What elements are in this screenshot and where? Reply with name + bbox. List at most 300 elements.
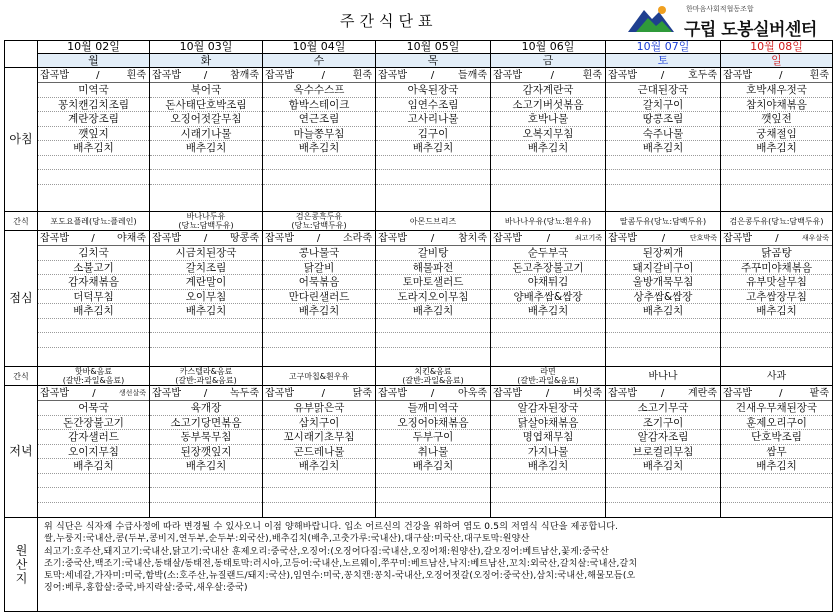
dinner-row bbox=[5, 386, 833, 518]
separator: / bbox=[203, 233, 208, 244]
dish-item: 참치야채볶음 bbox=[721, 98, 832, 113]
dish-item: 마늘쫑무침 bbox=[263, 127, 375, 142]
breakfast-day-cell bbox=[606, 68, 721, 212]
rice-porridge-line bbox=[376, 386, 490, 401]
dish-item: 상추쌈&쌈장 bbox=[606, 290, 720, 305]
empty-line bbox=[150, 348, 262, 363]
porridge-label: 땅콩죽 bbox=[230, 233, 259, 244]
separator: / bbox=[661, 233, 666, 244]
empty-line bbox=[38, 156, 149, 171]
empty-line bbox=[376, 170, 490, 185]
dish-item: 곤드레나물 bbox=[263, 445, 375, 460]
dish-item: 유부맑은국 bbox=[263, 401, 375, 416]
weekly-menu-table bbox=[4, 40, 833, 612]
dish-item: 배추김치 bbox=[721, 304, 832, 319]
dish-item: 어묵국 bbox=[38, 401, 149, 416]
empty-line bbox=[263, 348, 375, 363]
dish-item: 주꾸미야채볶음 bbox=[721, 261, 832, 276]
porridge-label: 들깨죽 bbox=[458, 70, 487, 81]
snack-text: 바나나두유 bbox=[186, 212, 226, 221]
dinner-day-cell bbox=[721, 386, 833, 518]
empty-line bbox=[606, 488, 720, 503]
corner-cell bbox=[5, 41, 38, 68]
empty-line bbox=[263, 488, 375, 503]
empty-line bbox=[606, 503, 720, 518]
rice-label: 잡곡밥 bbox=[265, 233, 294, 244]
empty-line bbox=[150, 170, 262, 185]
empty-line bbox=[263, 319, 375, 334]
weekday-cell: 월 bbox=[38, 54, 150, 68]
dish-item: 연근조림 bbox=[263, 112, 375, 127]
empty-line bbox=[491, 474, 605, 489]
dish-item: 오복지무침 bbox=[491, 127, 605, 142]
dish-item: 유부맛살무침 bbox=[721, 275, 832, 290]
org-coop-name: 한마음사회적협동조합 bbox=[686, 5, 754, 13]
empty-line bbox=[263, 474, 375, 489]
lunch-row bbox=[5, 231, 833, 367]
separator: / bbox=[545, 388, 550, 399]
dish-item: 취나물 bbox=[376, 445, 490, 460]
rice-label: 잡곡밥 bbox=[378, 70, 407, 81]
porridge-label: 흰죽 bbox=[809, 70, 829, 81]
dish-item: 울방개묵무침 bbox=[606, 275, 720, 290]
dish-item: 순두부국 bbox=[491, 246, 605, 261]
separator: / bbox=[96, 70, 100, 81]
dish-item: 오이무침 bbox=[150, 290, 262, 305]
snack_am-row bbox=[5, 212, 833, 231]
dish-item: 소불고기 bbox=[38, 261, 149, 276]
rice-label: 잡곡밥 bbox=[723, 70, 752, 81]
snack-text: 라면 bbox=[540, 367, 556, 376]
weekday-cell: 화 bbox=[150, 54, 263, 68]
mountain-logo-icon bbox=[626, 4, 676, 34]
rice-porridge-line bbox=[491, 231, 605, 246]
dish-item: 계란말이 bbox=[150, 275, 262, 290]
date-cell: 10월 02일 bbox=[38, 41, 150, 54]
dish-item: 돈사태단호박조림 bbox=[150, 98, 262, 113]
empty-line bbox=[150, 333, 262, 348]
empty-line bbox=[721, 156, 832, 171]
empty-line bbox=[491, 170, 605, 185]
dish-item: 된장깻잎지 bbox=[150, 445, 262, 460]
empty-line bbox=[263, 333, 375, 348]
weekday-cell: 토 bbox=[606, 54, 721, 68]
origin-line: 위 식단은 식자재 수급사정에 따라 변경될 수 있사오니 이점 양해바랍니다. 입소 어르신의 건강을 위하여 염도 0.5의 저염식 식단을 제공합니다. bbox=[44, 522, 619, 532]
dish-item: 닭갈비 bbox=[263, 261, 375, 276]
empty-line bbox=[38, 333, 149, 348]
empty-line bbox=[150, 503, 262, 518]
dish-item: 가지나물 bbox=[491, 445, 605, 460]
dinner-day-cell bbox=[376, 386, 491, 518]
rice-porridge-line bbox=[491, 68, 605, 83]
dish-item: 배추김치 bbox=[38, 459, 149, 474]
dish-item: 배추김치 bbox=[376, 141, 490, 156]
dish-item: 배추김치 bbox=[38, 304, 149, 319]
snack-text: 딸콤두유(당뇨:담백두유) bbox=[619, 216, 707, 226]
empty-line bbox=[38, 474, 149, 489]
rice-porridge-line bbox=[263, 68, 375, 83]
snack-text: 바나나 bbox=[648, 370, 678, 382]
rice-label: 잡곡밥 bbox=[265, 70, 294, 81]
dish-item: 육개장 bbox=[150, 401, 262, 416]
origin-notice bbox=[38, 518, 833, 612]
origin-row bbox=[5, 518, 833, 612]
snack_am-label: 간식 bbox=[5, 212, 38, 231]
dish-item: 쌈무 bbox=[721, 445, 832, 460]
rice-porridge-line bbox=[150, 231, 262, 246]
dish-item: 소고기무국 bbox=[606, 401, 720, 416]
dinner-day-cell bbox=[150, 386, 263, 518]
dish-item: 야채튀김 bbox=[491, 275, 605, 290]
empty-line bbox=[150, 156, 262, 171]
dish-item: 호박새우젓국 bbox=[721, 83, 832, 98]
breakfast-day-cell bbox=[150, 68, 263, 212]
empty-line bbox=[721, 170, 832, 185]
dish-item: 돈간장불고기 bbox=[38, 416, 149, 431]
empty-line bbox=[38, 488, 149, 503]
separator: / bbox=[546, 233, 551, 244]
breakfast-day-cell bbox=[721, 68, 833, 212]
page-title: 주간식단표 bbox=[340, 12, 438, 30]
weekday-row bbox=[5, 54, 833, 68]
snack-text: 아몬드브리즈 bbox=[409, 216, 457, 226]
rice-label: 잡곡밥 bbox=[493, 70, 522, 81]
porridge-label: 흰죽 bbox=[582, 70, 602, 81]
dish-item: 들깨미역국 bbox=[376, 401, 490, 416]
porridge-label: 호두죽 bbox=[688, 70, 717, 81]
dinner-day-cell bbox=[491, 386, 606, 518]
separator: / bbox=[775, 233, 779, 244]
empty-line bbox=[721, 185, 832, 200]
empty-line bbox=[491, 185, 605, 200]
origin-line: 징어:베루,홍합살:중국,바지락살:중국,새우살:중국) bbox=[44, 583, 248, 594]
dish-item: 고추쌈장무침 bbox=[721, 290, 832, 305]
rice-label: 잡곡밥 bbox=[152, 388, 181, 399]
empty-line bbox=[606, 474, 720, 489]
snack-text: 고구마칩&흰우유 bbox=[288, 371, 350, 381]
origin-line: 토막:세네갈,가자미:미국,함박(소:호주산,뉴질랜드/돼지:국산),임연수:미국,꽁치캔:꽁치-국내산,오징어젓갈(오징어:중국산),삼치:국내산,해물모듬(오 bbox=[44, 571, 636, 582]
empty-line bbox=[376, 333, 490, 348]
empty-line bbox=[376, 348, 490, 363]
dinner-day-cell bbox=[38, 386, 150, 518]
porridge-label: 소라죽 bbox=[343, 233, 372, 244]
dish-item: 배추김치 bbox=[150, 141, 262, 156]
dish-item: 토마토샐러드 bbox=[376, 275, 490, 290]
snack-text: 카스텔라&음료 bbox=[179, 367, 233, 376]
porridge-label: 아욱죽 bbox=[458, 388, 487, 399]
dish-item: 소고기당면볶음 bbox=[150, 416, 262, 431]
dish-item: 고사리나물 bbox=[376, 112, 490, 127]
date-cell: 10월 05일 bbox=[376, 41, 491, 54]
empty-line bbox=[721, 474, 832, 489]
lunch-day-cell bbox=[606, 231, 721, 367]
dish-item: 배추김치 bbox=[606, 141, 720, 156]
dish-item: 오이지무침 bbox=[38, 445, 149, 460]
snack_pm-cell bbox=[491, 367, 606, 386]
dish-item: 닭곰탕 bbox=[721, 246, 832, 261]
separator: / bbox=[203, 388, 208, 399]
dish-item: 건새우무채된장국 bbox=[721, 401, 832, 416]
dish-item: 호박나물 bbox=[491, 112, 605, 127]
org-name: 구립 도봉실버센터 bbox=[684, 20, 817, 40]
porridge-label: 참치죽 bbox=[458, 233, 487, 244]
empty-line bbox=[376, 474, 490, 489]
separator: / bbox=[316, 233, 321, 244]
dish-item: 시래기나물 bbox=[150, 127, 262, 142]
dish-item: 근대된장국 bbox=[606, 83, 720, 98]
snack-text: (당뇨:담백두유) bbox=[178, 221, 234, 230]
snack_am-cell bbox=[606, 212, 721, 231]
empty-line bbox=[263, 503, 375, 518]
dish-item: 오징어야채볶음 bbox=[376, 416, 490, 431]
empty-line bbox=[721, 503, 832, 518]
dish-item: 단호박조림 bbox=[721, 430, 832, 445]
empty-line bbox=[491, 156, 605, 171]
empty-line bbox=[263, 170, 375, 185]
empty-line bbox=[606, 348, 720, 363]
date-cell: 10월 06일 bbox=[491, 41, 606, 54]
rice-label: 잡곡밥 bbox=[40, 388, 69, 399]
dish-item: 명엽채무침 bbox=[491, 430, 605, 445]
porridge-label: 팥죽 bbox=[809, 388, 829, 399]
dish-item: 깻잎전 bbox=[721, 112, 832, 127]
dish-item: 브로컬리무침 bbox=[606, 445, 720, 460]
separator: / bbox=[660, 388, 665, 399]
snack-text: 치킨&음료 bbox=[414, 367, 452, 376]
dish-item: 배추김치 bbox=[263, 459, 375, 474]
rice-porridge-line bbox=[376, 231, 490, 246]
dish-item: 양배추쌈&쌈장 bbox=[491, 290, 605, 305]
dish-item: 감자채볶음 bbox=[38, 275, 149, 290]
dish-item: 배추김치 bbox=[376, 459, 490, 474]
dish-item: 김구이 bbox=[376, 127, 490, 142]
dish-item: 조기구이 bbox=[606, 416, 720, 431]
dish-item: 북어국 bbox=[150, 83, 262, 98]
empty-line bbox=[606, 319, 720, 334]
empty-line bbox=[150, 474, 262, 489]
dish-item: 옥수수스프 bbox=[263, 83, 375, 98]
rice-porridge-line bbox=[606, 386, 720, 401]
empty-line bbox=[38, 348, 149, 363]
separator: / bbox=[91, 233, 95, 244]
dish-item: 배추김치 bbox=[721, 459, 832, 474]
porridge-label: 야채죽 bbox=[117, 233, 146, 244]
snack-text: (갈반:과일&음료) bbox=[175, 376, 237, 385]
snack_pm-cell bbox=[38, 367, 150, 386]
dish-item: 더덕무침 bbox=[38, 290, 149, 305]
snack-text: 사과 bbox=[766, 370, 787, 382]
porridge-label: 녹두죽 bbox=[230, 388, 259, 399]
dish-item: 소고기버섯볶음 bbox=[491, 98, 605, 113]
snack_pm-cell bbox=[606, 367, 721, 386]
snack_pm-cell bbox=[263, 367, 376, 386]
porridge-label: 쇠고기죽 bbox=[574, 234, 602, 242]
lunch-day-cell bbox=[721, 231, 833, 367]
dish-item: 갈치구이 bbox=[606, 98, 720, 113]
rice-porridge-line bbox=[606, 68, 720, 83]
dish-item: 아욱된장국 bbox=[376, 83, 490, 98]
empty-line bbox=[263, 185, 375, 200]
separator: / bbox=[430, 233, 435, 244]
empty-line bbox=[38, 503, 149, 518]
breakfast-label: 아침 bbox=[5, 68, 38, 212]
lunch-day-cell bbox=[376, 231, 491, 367]
rice-porridge-line bbox=[606, 231, 720, 246]
dish-item: 땅콩조림 bbox=[606, 112, 720, 127]
rice-porridge-line bbox=[376, 68, 490, 83]
snack-text: 핫바&음료 bbox=[74, 367, 113, 376]
separator: / bbox=[203, 70, 208, 81]
dish-item: 갈비탕 bbox=[376, 246, 490, 261]
separator: / bbox=[660, 70, 665, 81]
rice-porridge-line bbox=[38, 386, 149, 401]
snack_pm-cell bbox=[721, 367, 833, 386]
date-cell: 10월 03일 bbox=[150, 41, 263, 54]
dish-item: 함박스테이크 bbox=[263, 98, 375, 113]
porridge-label: 새우살죽 bbox=[801, 234, 829, 242]
dish-item: 배추김치 bbox=[721, 141, 832, 156]
dish-item: 배추김치 bbox=[150, 459, 262, 474]
dish-item: 알감자된장국 bbox=[491, 401, 605, 416]
snack_am-cell bbox=[721, 212, 833, 231]
snack_pm-label: 간식 bbox=[5, 367, 38, 386]
date-cell: 10월 08일 bbox=[721, 41, 833, 54]
snack-text: 바나나우유(당뇨:흰우유) bbox=[504, 216, 592, 226]
rice-label: 잡곡밥 bbox=[152, 233, 181, 244]
snack_am-cell bbox=[150, 212, 263, 231]
rice-label: 잡곡밥 bbox=[378, 233, 407, 244]
empty-line bbox=[491, 503, 605, 518]
separator: / bbox=[550, 70, 555, 81]
dish-item: 돼지갈비구이 bbox=[606, 261, 720, 276]
rice-label: 잡곡밥 bbox=[152, 70, 181, 81]
rice-label: 잡곡밥 bbox=[608, 70, 637, 81]
weekday-cell: 목 bbox=[376, 54, 491, 68]
dish-item: 배추김치 bbox=[491, 459, 605, 474]
snack-text: (갈반:과일&음료) bbox=[62, 376, 125, 385]
dish-item: 알감자조림 bbox=[606, 430, 720, 445]
rice-porridge-line bbox=[150, 68, 262, 83]
empty-line bbox=[38, 170, 149, 185]
dish-item: 배추김치 bbox=[150, 304, 262, 319]
snack-text: 포도요플레(당뇨:플레인) bbox=[50, 216, 137, 226]
separator: / bbox=[430, 70, 435, 81]
snack_pm-row bbox=[5, 367, 833, 386]
snack-text: (당뇨:담백두유) bbox=[291, 221, 347, 230]
separator: / bbox=[321, 70, 326, 81]
snack_pm-cell bbox=[150, 367, 263, 386]
origin-line: 쌀,누룽지:국내산,콩(두부,콩비지,연두부,순두부:외국산),배추김치(배추,고춧가루:국내산),대구살:미국산,대구토막:원양산 bbox=[44, 534, 530, 545]
separator: / bbox=[321, 388, 326, 399]
origin-line: 조기:중국산,백조기:국내산,동태살/동태전,동태토막:러시아,고등어:국내산,노르웨이,쭈꾸미:베트남산,낙지:베트남산,꼬치:외국산,갈치살:국내산,갈치 bbox=[44, 558, 638, 569]
separator: / bbox=[779, 70, 783, 81]
empty-line bbox=[376, 185, 490, 200]
rice-porridge-line bbox=[721, 68, 832, 83]
dish-item: 감자샐러드 bbox=[38, 430, 149, 445]
dish-item: 돈고추장불고기 bbox=[491, 261, 605, 276]
dish-item: 닭살야채볶음 bbox=[491, 416, 605, 431]
rice-porridge-line bbox=[38, 68, 149, 83]
empty-line bbox=[491, 319, 605, 334]
porridge-label: 흰죽 bbox=[126, 70, 146, 81]
porridge-label: 단호박죽 bbox=[689, 234, 717, 242]
date-cell: 10월 07일 bbox=[606, 41, 721, 54]
lunch-day-cell bbox=[38, 231, 150, 367]
dish-item: 어묵볶음 bbox=[263, 275, 375, 290]
empty-line bbox=[376, 503, 490, 518]
empty-line bbox=[376, 488, 490, 503]
weekday-cell: 금 bbox=[491, 54, 606, 68]
date-row bbox=[5, 41, 833, 54]
dish-item: 삼치구이 bbox=[263, 416, 375, 431]
breakfast-row bbox=[5, 68, 833, 212]
breakfast-day-cell bbox=[491, 68, 606, 212]
snack_am-cell bbox=[491, 212, 606, 231]
origin-line: 쇠고기:호주산,돼지고기:국내산,닭고기:국내산 훈제오리:중국산,오징어:(오징어다짐:국내산,오징어채:원양산),갈오징어:베트남산,꽃게:중국산 bbox=[44, 546, 609, 557]
dish-item: 시금치된장국 bbox=[150, 246, 262, 261]
dish-item: 계란장조림 bbox=[38, 112, 149, 127]
rice-label: 잡곡밥 bbox=[40, 233, 69, 244]
rice-label: 잡곡밥 bbox=[493, 388, 522, 399]
empty-line bbox=[150, 185, 262, 200]
dish-item: 꽁치캔김치조림 bbox=[38, 98, 149, 113]
empty-line bbox=[491, 488, 605, 503]
lunch-label: 점심 bbox=[5, 231, 38, 367]
empty-line bbox=[150, 488, 262, 503]
dish-item: 감자계란국 bbox=[491, 83, 605, 98]
empty-line bbox=[491, 333, 605, 348]
dish-item: 만다린샐러드 bbox=[263, 290, 375, 305]
dish-item: 배추김치 bbox=[491, 141, 605, 156]
empty-line bbox=[38, 185, 149, 200]
dish-item: 배추김치 bbox=[38, 141, 149, 156]
dinner-day-cell bbox=[263, 386, 376, 518]
dish-item: 오징어젓갈무침 bbox=[150, 112, 262, 127]
empty-line bbox=[606, 156, 720, 171]
porridge-label: 참깨죽 bbox=[230, 70, 259, 81]
dish-item: 된장찌개 bbox=[606, 246, 720, 261]
dish-item: 궁채절임 bbox=[721, 127, 832, 142]
snack-text: 검은콩흑두유 bbox=[295, 212, 343, 221]
rice-label: 잡곡밥 bbox=[723, 388, 752, 399]
snack-text: 검은콩두유(당뇨:담백두유) bbox=[729, 216, 824, 226]
snack-text: (갈반:과일&음료) bbox=[402, 376, 464, 385]
dish-item: 동부묵무침 bbox=[150, 430, 262, 445]
empty-line bbox=[38, 319, 149, 334]
rice-label: 잡곡밥 bbox=[265, 388, 294, 399]
breakfast-day-cell bbox=[263, 68, 376, 212]
rice-porridge-line bbox=[491, 386, 605, 401]
empty-line bbox=[376, 156, 490, 171]
empty-line bbox=[721, 333, 832, 348]
dish-item: 깻잎지 bbox=[38, 127, 149, 142]
breakfast-day-cell bbox=[376, 68, 491, 212]
dish-item: 배추김치 bbox=[376, 304, 490, 319]
weekday-cell: 일 bbox=[721, 54, 833, 68]
dish-item: 배추김치 bbox=[263, 304, 375, 319]
date-cell: 10월 04일 bbox=[263, 41, 376, 54]
empty-line bbox=[263, 156, 375, 171]
rice-label: 잡곡밥 bbox=[723, 233, 752, 244]
dish-item: 갈치조림 bbox=[150, 261, 262, 276]
empty-line bbox=[376, 319, 490, 334]
dish-item: 도라지오이무침 bbox=[376, 290, 490, 305]
dish-item: 해물파전 bbox=[376, 261, 490, 276]
rice-label: 잡곡밥 bbox=[378, 388, 407, 399]
porridge-label: 닭죽 bbox=[352, 388, 372, 399]
dish-item: 배추김치 bbox=[606, 304, 720, 319]
porridge-label: 생선살죽 bbox=[118, 389, 146, 397]
